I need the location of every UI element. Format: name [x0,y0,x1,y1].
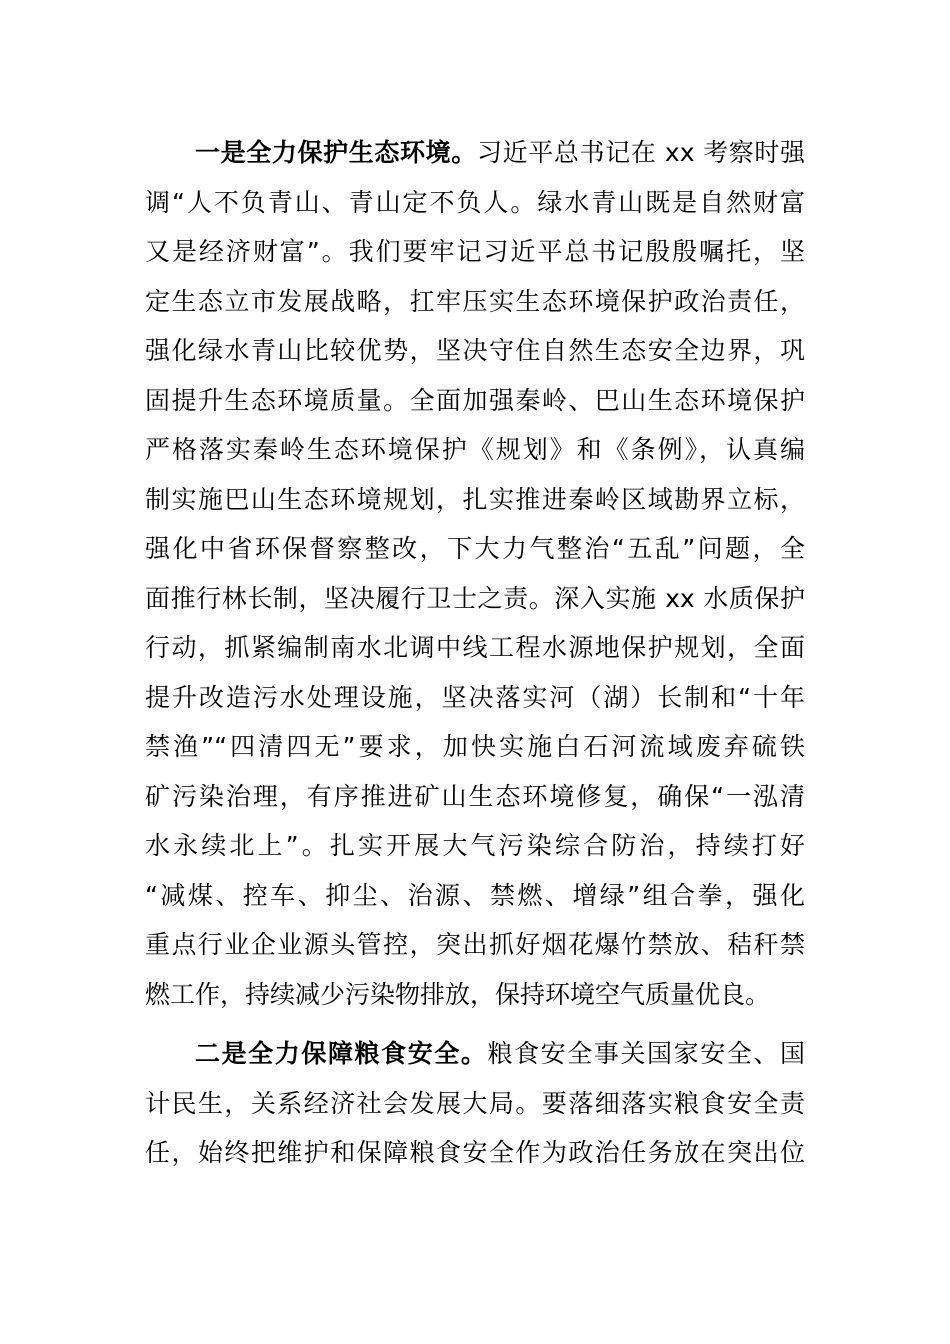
paragraph-1-line-11: 行动，抓紧编制南水北调中线工程水源地保护规划，全面 [145,633,805,662]
paragraph-1-line-5: 强化绿水青山比较优势，坚决守住自然生态安全边界，巩 [145,336,805,365]
paragraph-1-line-1-text: 习近平总书记在 xx 考察时强 [476,138,805,167]
paragraph-1-line-12: 提升改造污水处理设施，坚决落实河（湖）长制和“十年 [145,682,805,712]
paragraph-1-line-10: 面推行林长制，坚决履行卫士之责。深入实施 xx 水质保护 [145,583,805,613]
paragraph-1-line-4: 定生态立市发展战略，扛牢压实生态环境保护政治责任， [145,286,805,316]
paragraph-2-lead: 二是全力保障粮食安全。 [195,1039,488,1068]
paragraph-1-line-7: 严格落实秦岭生态环境保护《规划》和《条例》，认真编 [145,435,805,464]
paragraph-1-line-15: 水永续北上”。扎实开展大气污染综合防治，持续打好 [145,831,805,860]
document-body [145,128,805,1178]
paragraph-2-line-1 [145,1029,805,1079]
paragraph-1-line-3: 又是经济财富”。我们要牢记习近平总书记殷殷嘱托，坚 [145,237,805,266]
paragraph-2-line-1-text: 粮食安全事关国家安全、国 [487,1039,805,1068]
paragraph-1-line-1 [145,128,805,178]
paragraph-1-line-14: 矿污染治理，有序推进矿山生态环境修复，确保“一泓清 [145,781,805,811]
paragraph-1-line-9: 强化中省环保督察整改，下大力气整治“五乱”问题，全 [145,534,805,563]
paragraph-1-line-2: 调“人不负青山、青山定不负人。绿水青山既是自然财富 [145,187,805,217]
paragraph-2-line-2: 计民生，关系经济社会发展大局。要落细落实粮食安全责 [145,1088,805,1118]
paragraph-1-line-13: 禁渔”“四清四无”要求，加快实施白石河流域废弃硫铁 [145,732,805,761]
paragraph-1-line-6: 固提升生态环境质量。全面加强秦岭、巴山生态环境保护 [145,385,805,415]
paragraph-1-line-8: 制实施巴山生态环境规划，扎实推进秦岭区域勘界立标， [145,484,805,514]
paragraph-1-line-16: “减煤、控车、抑尘、治源、禁燃、增绿”组合拳，强化 [145,880,805,910]
paragraph-1-line-17: 重点行业企业源头管控，突出抓好烟花爆竹禁放、秸秆禁 [145,930,805,959]
paragraph-1-line-18: 燃工作，持续减少污染物排放，保持环境空气质量优良。 [145,979,771,1009]
paragraph-2-line-3: 任，始终把维护和保障粮食安全作为政治任务放在突出位 [145,1138,805,1167]
paragraph-1-lead: 一是全力保护生态环境。 [195,138,477,167]
paragraph-spacer [145,1019,805,1029]
